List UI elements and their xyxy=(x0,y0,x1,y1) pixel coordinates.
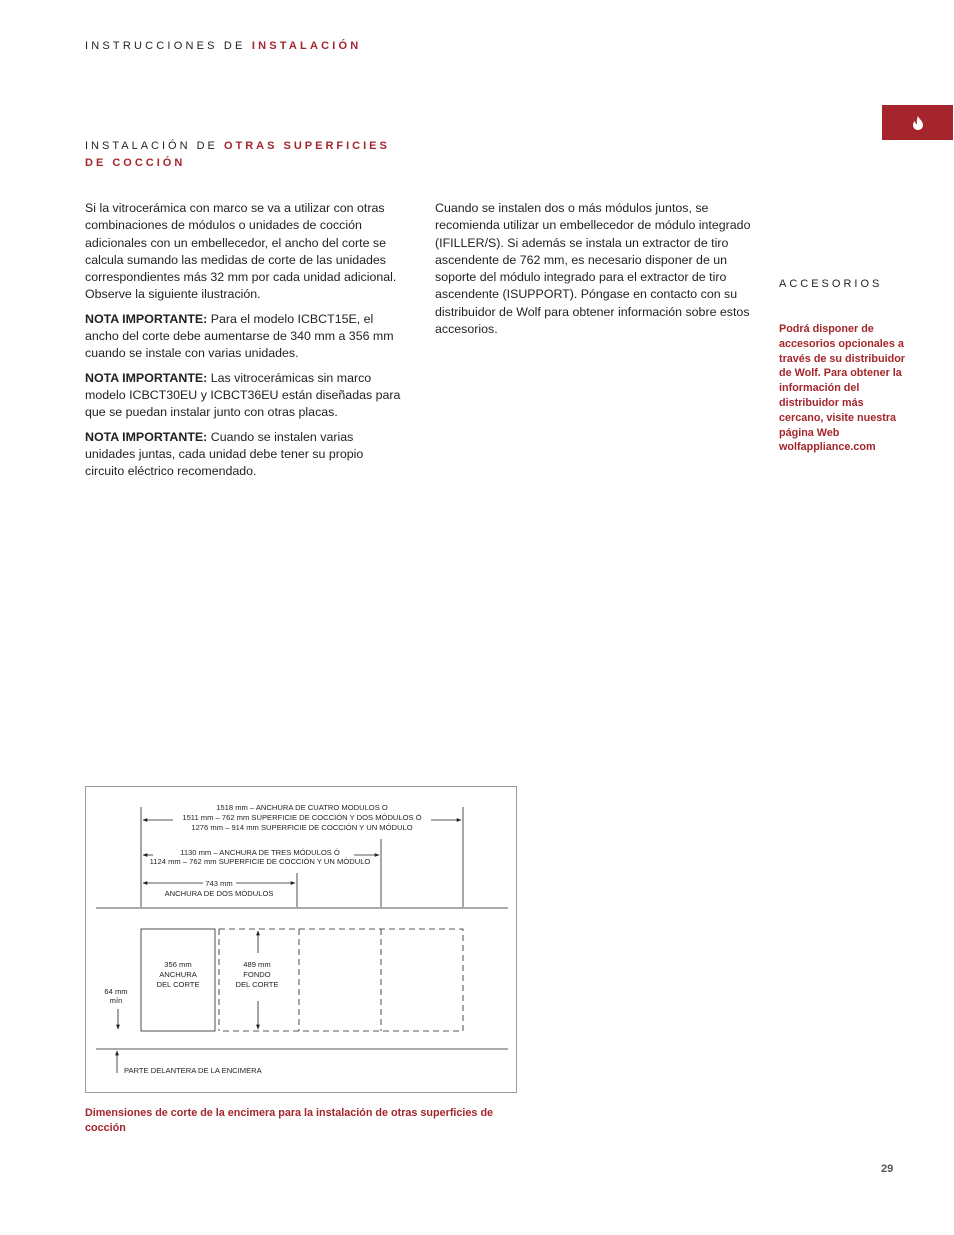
figure-caption: Dimensiones de corte de la encimera para la instalación de otras superficies de cocción xyxy=(85,1107,494,1134)
dim-four-line-1: 1518 mm – ANCHURA DE CUATRO MODULOS O xyxy=(216,803,388,812)
dim-two-line-2: ANCHURA DE DOS MÓDULOS xyxy=(164,889,274,898)
section-tab xyxy=(882,105,953,140)
header-prefix: INSTRUCCIONES DE xyxy=(85,40,252,52)
note-text: Las vitrocerámicas sin marco modelo ICBCT30EU y ICBCT36EU están diseñadas para que se puedan instalar junto con otras placas. xyxy=(85,370,401,420)
accessories-paragraph: Cuando se instalen dos o más módulos juntos, se recomienda utilizar un embellecedor de módulo integrado (IFILLER/S). Si además se instala un extractor de tiro ascendente de 762 mm, es necesario disponer de un soporte del módulo integrado para el extractor de tiro ascendente (ISUPPORT). Póngase en contacto con su distribuidor de Wolf para obtener información sobre estos accesorios. xyxy=(435,201,751,337)
page-header xyxy=(85,40,361,52)
cut-width-line-1: 356 mm xyxy=(164,960,192,969)
cut-depth-line-1: 489 mm xyxy=(243,960,271,969)
header-accent: INSTALACIÓN xyxy=(251,40,362,52)
sidebar-label: ACCESORIOS xyxy=(779,278,883,290)
left-column xyxy=(85,200,405,487)
dim-four-line-3: 1276 mm – 914 mm SUPERFICIE DE COCCIÓN Y UN MÓDULO xyxy=(191,823,413,832)
dim-two-line-1: 743 mm xyxy=(205,879,233,888)
section-title-accent-1: OTRAS SUPERFICIES xyxy=(223,140,390,152)
front-label: PARTE DELANTERA DE LA ENCIMERA xyxy=(124,1066,262,1075)
note-text: Cuando se instalen varias unidades juntas, cada unidad debe tener su propio circuito eléctrico recomendado. xyxy=(85,429,364,479)
note-label: NOTA IMPORTANTE: xyxy=(85,429,208,444)
min-distance-line-2: mín xyxy=(109,996,123,1005)
cut-width-line-3: DEL CORTE xyxy=(156,980,200,989)
note-label: NOTA IMPORTANTE: xyxy=(85,311,208,326)
min-distance-line-1: 64 mm xyxy=(104,987,128,996)
sidebar-text: Podrá disponer de accesorios opcionales a través de su distribuidor de Wolf. Para obtener la información del distribuidor más cercano, visite nuestra página Web wolfappliance.com xyxy=(779,323,905,454)
dim-four-line-2: 1511 mm – 762 mm SUPERFICIE DE COCCIÓN Y DOS MÓDULOS Ó xyxy=(182,813,422,822)
cutout-diagram xyxy=(85,786,517,1093)
section-title-prefix: INSTALACIÓN DE xyxy=(85,140,224,152)
dim-three-line-2: 1124 mm – 762 mm SUPERFICIE DE COCCIÓN Y UN MÓDULO xyxy=(149,857,371,866)
note-text: Para el modelo ICBCT15E, el ancho del corte debe aumentarse de 340 mm a 356 mm cuando se instale con varias unidades. xyxy=(85,311,394,361)
note-paragraph xyxy=(85,429,405,481)
note-label: NOTA IMPORTANTE: xyxy=(85,370,208,385)
note-paragraph xyxy=(85,370,405,422)
middle-column xyxy=(435,200,755,345)
flame-icon xyxy=(912,116,924,130)
cutout-diagram-svg xyxy=(86,787,518,1094)
cut-depth-line-2: FONDO xyxy=(243,970,271,979)
section-title-accent-2: DE COCCIÓN xyxy=(85,157,186,169)
section-title xyxy=(85,138,415,172)
cut-depth-line-3: DEL CORTE xyxy=(235,980,279,989)
intro-paragraph: Si la vitrocerámica con marco se va a utilizar con otras combinaciones de módulos o unidades de cocción adicionales con un embellecedor, el ancho del corte se calcula sumando las medidas de corte de las unidades correspondientes más 32 mm por cada unidad adicional. Observe la siguiente ilustración. xyxy=(85,201,397,302)
note-paragraph xyxy=(85,311,405,363)
dim-three-line-1: 1130 mm – ANCHURA DE TRES MÓDULOS Ó xyxy=(180,848,340,857)
cut-width-line-2: ANCHURA xyxy=(159,970,197,979)
page-number: 29 xyxy=(881,1163,894,1175)
